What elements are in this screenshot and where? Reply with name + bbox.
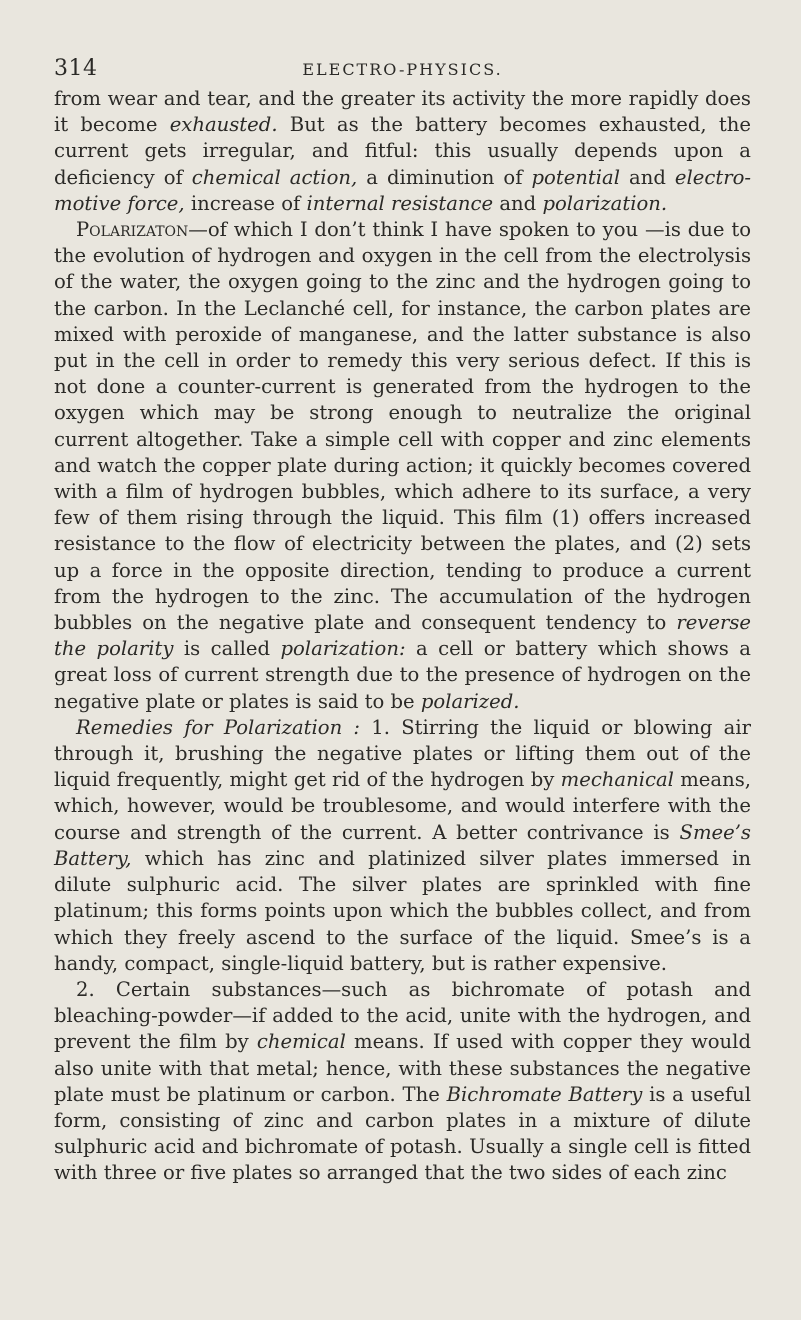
text-run: is called xyxy=(173,637,281,661)
italic-run: Bichromate Battery xyxy=(446,1082,643,1106)
text-run: —of which I don’t think I have spoken to you —is due to the evolution of hydrogen and oxygen in the cell from the electrolysis of the water, the oxygen going to the zinc and the hydrogen going to the carbon. In the Leclanché cell, for instance, the carbon plates are mixed with peroxide of manganese, and the latter substance is also put in the cell in order to remedy this very serious defect. If this is not done a counter-current is generated from the hydrogen to the oxygen which may be strong enough to neutralize the original current altogether. Take a simple cell with copper and zinc elements and watch the copper plate during action; it quickly becomes covered with a film of hydrogen bubbles, which adhere to its surface, a very few of them rising through the liquid. This film (1) offers increased resistance to the flow of electricity between the plates, and (2) sets up a force in the opposite direction, tending to produce a current from the hydrogen to the zinc. The accumulation of the hydrogen bubbles on the negative plate and consequent tendency to xyxy=(54,218,751,635)
italic-run: potential xyxy=(531,165,621,189)
text-run: which has zinc and platinized silver plates immersed in dilute sulphuric acid. The silver plates are sprinkled with fine platinum; this forms points upon which the bubbles collect, and from which they freely ascend to the surface of the liquid. Smee’s is a handy, compact, single-liquid battery, but is rather expensive. xyxy=(54,846,751,975)
paragraph-continued xyxy=(54,86,751,217)
text-run: means. If used with copper they would also unite with that metal; hence, with these substances the negative plate must be platinum or carbon. The xyxy=(54,1030,751,1106)
text-run: and xyxy=(493,191,543,215)
italic-run: chemical xyxy=(256,1030,346,1054)
italic-run: polarization: xyxy=(280,637,406,661)
italic-run: exhausted. xyxy=(169,113,278,137)
italic-run: mechanical xyxy=(560,768,674,792)
paragraph-chemical-means xyxy=(54,977,751,1187)
paragraph-polarization xyxy=(54,217,751,715)
italic-run: polarization. xyxy=(542,191,668,215)
text-run: from wear and tear, and the greater its activity the more rapidly does it become xyxy=(54,87,751,137)
text-run: and xyxy=(620,165,675,189)
italic-run: reverse the polarity xyxy=(54,611,751,661)
page-header xyxy=(54,56,751,86)
small-caps-run: Polarizaton xyxy=(76,218,189,242)
text-run: means, which, however, would be troublesome, and would interfere with the course and strength of the current. A better contrivance is xyxy=(54,768,751,844)
page-body xyxy=(54,86,751,1187)
italic-run: electro-motive force, xyxy=(54,165,751,215)
text-run: a diminution of xyxy=(357,165,532,189)
page-number: 314 xyxy=(54,56,98,81)
text-run: is a useful form, consisting of zinc and carbon plates in a mixture of dilute sulphuric acid and bichromate of potash. Usually a single cell is fitted with three or five plates so arranged that the two sides of each zinc xyxy=(54,1082,751,1185)
italic-run: internal resistance xyxy=(306,191,494,215)
text-run: But as the battery becomes exhausted, the current gets irregular, and fitful: this usually depends upon a deficiency of xyxy=(54,113,751,189)
italic-run: polarized. xyxy=(420,689,520,713)
italic-run: chemical action, xyxy=(191,165,358,189)
text-run: increase of xyxy=(184,191,307,215)
italic-run: Smee’s Battery, xyxy=(54,820,751,870)
text-run: 2. Certain substances—such as bichromate of potash and bleaching-powder—if added to the acid, unite with the hydrogen, and prevent the film by xyxy=(54,977,751,1054)
running-title: ELECTRO-PHYSICS. xyxy=(302,60,503,79)
italic-run: Remedies for Polarization : xyxy=(76,715,361,739)
paragraph-remedies xyxy=(54,715,751,977)
text-run: a cell or battery which shows a great loss of current strength due to the presence of hydrogen on the negative plate or plates is said to be xyxy=(54,637,751,713)
text-run: 1. Stirring the liquid or blowing air through it, brushing the negative plates or lifting them out of the liquid frequently, might get rid of the hydrogen by xyxy=(54,715,751,792)
